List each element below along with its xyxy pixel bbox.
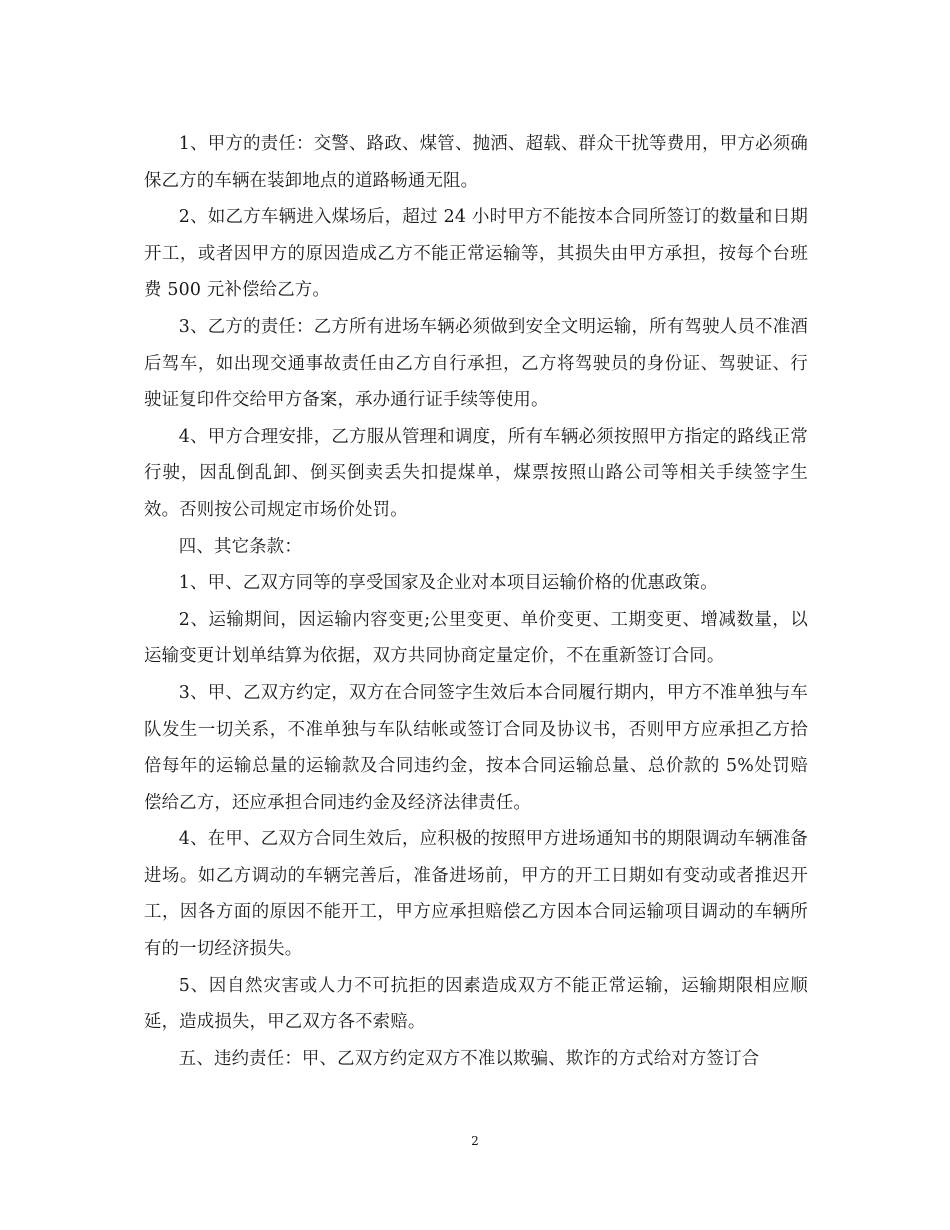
clause-force-majeure: 5、因自然灾害或人力不可抗拒的因素造成双方不能正常运输，运输期限相应顺延，造成损失，甲乙双方各不索赔。: [144, 975, 808, 1033]
clause-delay-compensation: 2、如乙方车辆进入煤场后，超过 24 小时甲方不能按本合同所签订的数量和日期开工，或者因甲方的原因造成乙方不能正常运输等，其损失由甲方承担，按每个台班费 500 元补偿给乙方。: [144, 207, 808, 301]
section-heading-other-terms: 四、其它条款：: [178, 536, 302, 557]
clause-preferential-policy: 1、甲、乙双方同等的享受国家及企业对本项目运输价格的优惠政策。: [178, 573, 718, 594]
clause-management-dispatch: 4、甲方合理安排，乙方服从管理和调度，所有车辆必须按照甲方指定的路线正常行驶，因乱倒乱卸、倒买倒卖丢失扣提煤单，煤票按照山路公司等相关手续签字生效。否则按公司规定市场价处罚。: [144, 426, 808, 520]
section-heading-breach-liability: 五、违约责任：甲、乙双方约定双方不准以欺骗、欺诈的方式给对方签订合: [178, 1048, 760, 1069]
document-body: [144, 126, 808, 1077]
page-number: 2: [471, 1134, 479, 1148]
clause-vehicle-mobilization: 4、在甲、乙双方合同生效后，应积极的按照甲方进场通知书的期限调动车辆准备进场。如乙方调动的车辆完善后，准备进场前，甲方的开工日期如有变动或者推迟开工，因各方面的原因不能开工，甲方应承担赔偿乙方因本合同运输项目调动的车辆所有的一切经济损失。: [144, 829, 808, 960]
clause-transport-changes: 2、运输期间，因运输内容变更;公里变更、单价变更、工期变更、增减数量，以运输变更计划单结算为依据，双方共同协商定量定价，不在重新签订合同。: [144, 609, 808, 667]
clause-party-b-responsibility: 3、乙方的责任：乙方所有进场车辆必须做到安全文明运输，所有驾驶人员不准酒后驾车，如出现交通事故责任由乙方自行承担，乙方将驾驶员的身份证、驾驶证、行驶证复印件交给甲方备案，承办通行证手续等使用。: [144, 316, 808, 411]
clause-party-a-responsibility: 1、甲方的责任：交警、路政、煤管、抛洒、超载、群众干扰等费用，甲方必须确保乙方的车辆在装卸地点的道路畅通无阻。: [144, 134, 808, 191]
clause-exclusivity: 3、甲、乙双方约定，双方在合同签字生效后本合同履行期内，甲方不准单独与车队发生一切关系，不准单独与车队结帐或签订合同及协议书，否则甲方应承担乙方拾倍每年的运输总量的运输款及合同违约金，按本合同运输总量、总价款的 5%处罚赔偿给乙方，还应承担合同违约金及经济法律责任。: [144, 682, 808, 813]
